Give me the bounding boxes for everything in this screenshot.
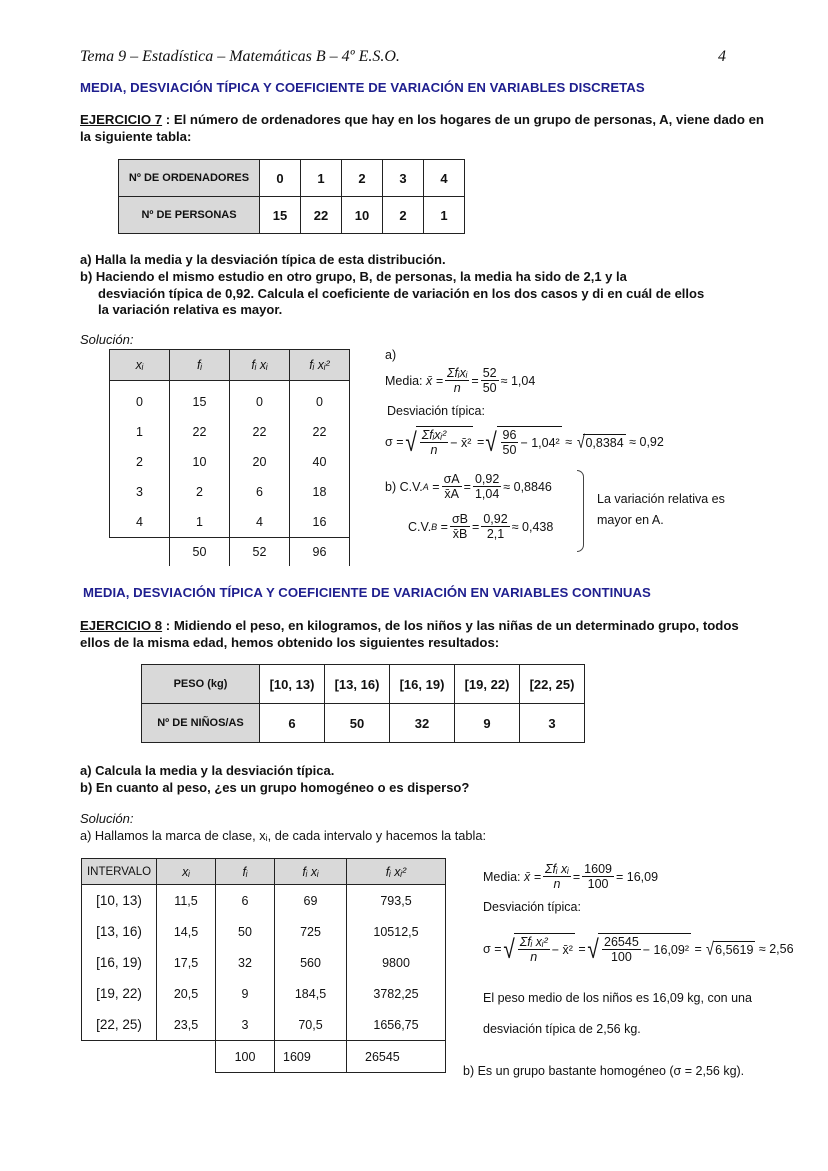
table-cell: 1609 <box>275 1041 347 1073</box>
exercise-7-text: : El número de ordenadores que hay en los hogares de un grupo de personas, A, viene dado en la siguiente tabla: <box>80 112 764 144</box>
table-cell: 9 <box>216 978 275 1009</box>
media-label: Media: <box>483 869 521 884</box>
ex7-sigma-formula <box>385 426 664 457</box>
table-cell: 3 <box>520 704 585 743</box>
fraction-denominator: x̄B <box>452 527 468 541</box>
table-cell: 22 <box>170 417 230 447</box>
minus-xbar-squared: − x̄² <box>450 435 472 450</box>
page-number: 4 <box>718 48 726 65</box>
table-cell: 22 <box>301 197 342 234</box>
table-cell: [16, 19) <box>390 665 455 704</box>
table-cell <box>82 1041 157 1073</box>
ex8-sigma-formula <box>483 933 794 964</box>
column-header: fᵢ xᵢ <box>275 859 347 885</box>
exercise-7-statement <box>80 111 770 145</box>
table-cell: 14,5 <box>157 916 216 947</box>
table-row <box>82 916 446 947</box>
ex7-conclusion-line2: mayor en A. <box>597 513 664 527</box>
cv-b-result: ≈ 0,438 <box>511 519 554 534</box>
cv-label: C.V. <box>399 479 423 494</box>
equals-sign: = <box>578 941 586 956</box>
table-cell: 23,5 <box>157 1009 216 1041</box>
exercise-8-solution-table <box>81 858 446 1073</box>
column-header: fᵢ <box>216 859 275 885</box>
table-cell: 6 <box>230 477 290 507</box>
table-totals-row <box>110 538 350 567</box>
table-cell: 2 <box>170 477 230 507</box>
exercise-8-statement <box>80 617 770 651</box>
table-cell: 10512,5 <box>347 916 446 947</box>
ex7-part-a-label: a) <box>385 348 397 362</box>
ex7-desviacion-label: Desviación típica: <box>387 404 485 418</box>
cv-subscript: B <box>431 521 438 532</box>
fraction-numerator: 0,92 <box>474 472 500 486</box>
ex8-part-b-answer: b) Es un grupo bastante homogéneo (σ = 2,56 kg). <box>463 1064 745 1078</box>
table-cell: 9800 <box>347 947 446 978</box>
ex7-cv-a-formula: b) C.V. A = $\frac{\sigma A}{x̄A}$ = $\frac{0,92}{1,04}$ ≈ 0,8846 <box>385 472 552 501</box>
section-title-continuous: MEDIA, DESVIACIÓN TÍPICA Y COEFICIENTE DE VARIACIÓN EN VARIABLES CONTINUAS <box>83 585 651 600</box>
table-cell: 40 <box>290 447 350 477</box>
fraction-numerator: σB <box>451 512 469 526</box>
table-row <box>110 417 350 447</box>
table-row-header: PESO (kg) <box>142 665 260 704</box>
table-cell: 20,5 <box>157 978 216 1009</box>
cv-label: C.V. <box>408 519 432 534</box>
equals-sign: = <box>572 869 581 884</box>
table-row <box>82 1009 446 1041</box>
table-cell: 16 <box>290 507 350 538</box>
minus-mean-squared: − 16,09² <box>642 942 689 957</box>
table-cell: 22 <box>230 417 290 447</box>
fraction-denominator: 50 <box>482 381 497 395</box>
table-cell: 1656,75 <box>347 1009 446 1041</box>
table-row <box>110 381 350 418</box>
table-cell: [13, 16) <box>82 916 157 947</box>
fraction-denominator: 100 <box>610 950 632 964</box>
square-root: √ $\frac{96}{50}$ − 1,04² <box>485 426 560 457</box>
table-cell: 50 <box>170 538 230 567</box>
table-cell: 69 <box>275 885 347 917</box>
ex8-media-formula <box>483 862 658 891</box>
exercise-8-text: : Midiendo el peso, en kilogramos, de los niños y las niñas de un determinado grupo, todos ellos de la misma edad, hemos obtenido los siguientes resultados: <box>80 618 739 650</box>
table-cell: 184,5 <box>275 978 347 1009</box>
exercise-7-solution-table <box>109 349 350 566</box>
table-cell <box>110 538 170 567</box>
table-cell: 26545 <box>347 1041 446 1073</box>
exercise-7-question-b-line3: la variación relativa es mayor. <box>98 302 283 317</box>
table-cell: 32 <box>390 704 455 743</box>
table-cell: 4 <box>230 507 290 538</box>
ex7-media-formula <box>385 366 535 395</box>
table-cell: 6 <box>216 885 275 917</box>
media-label: Media: <box>385 373 423 388</box>
table-cell: [13, 16) <box>325 665 390 704</box>
table-cell: 2 <box>342 160 383 197</box>
document-header-title: Tema 9 – Estadística – Matemáticas B – 4º E.S.O. <box>80 48 400 65</box>
fraction-denominator: n <box>530 950 538 964</box>
column-header: fᵢ xᵢ² <box>290 350 350 381</box>
fraction-numerator: σA <box>443 472 460 486</box>
ex7-conclusion-line1: La variación relativa es <box>597 492 725 506</box>
equals-sign: = <box>471 373 479 388</box>
fraction-denominator: n <box>430 443 438 457</box>
table-cell: 11,5 <box>157 885 216 917</box>
square-root: √ 6,5619 <box>706 938 754 959</box>
fraction-denominator: n <box>453 381 461 395</box>
sigma-result: ≈ 2,56 <box>758 941 794 956</box>
column-header: xᵢ <box>157 859 216 885</box>
table-row <box>110 447 350 477</box>
exercise-8-question-b: b) En cuanto al peso, ¿es un grupo homogéneo o es disperso? <box>80 780 470 795</box>
column-header: xᵢ <box>110 350 170 381</box>
variance-value: 0,8384 <box>585 435 624 450</box>
fraction-numerator: Σfᵢ xᵢ <box>545 862 569 876</box>
table-cell: 1 <box>301 160 342 197</box>
table-totals-row <box>82 1041 446 1073</box>
table-cell: 725 <box>275 916 347 947</box>
table-cell: 50 <box>216 916 275 947</box>
ex8-desviacion-label: Desviación típica: <box>483 900 581 914</box>
sigma-result: ≈ 0,92 <box>629 434 664 449</box>
right-brace <box>577 470 584 552</box>
exercise-8-data-table <box>141 664 585 743</box>
table-cell: 50 <box>325 704 390 743</box>
column-header: fᵢ xᵢ <box>230 350 290 381</box>
equals-sign: = <box>694 941 702 956</box>
table-cell: 32 <box>216 947 275 978</box>
table-cell <box>157 1041 216 1073</box>
table-cell: 100 <box>216 1041 275 1073</box>
fraction-denominator: 100 <box>587 877 609 891</box>
table-cell: 96 <box>290 538 350 567</box>
table-cell: 0 <box>230 381 290 418</box>
table-cell: 15 <box>260 197 301 234</box>
fraction-numerator: Σfᵢxᵢ² <box>421 428 447 442</box>
table-cell: 9 <box>455 704 520 743</box>
table-cell: 6 <box>260 704 325 743</box>
media-result: ≈ 1,04 <box>500 373 536 388</box>
table-cell: 3782,25 <box>347 978 446 1009</box>
exercise-7-data-table <box>118 159 465 234</box>
sigma-symbol: σ = <box>385 434 404 449</box>
equals-sign: = <box>476 434 485 449</box>
fraction-denominator: n <box>553 877 561 891</box>
table-cell: 0 <box>290 381 350 418</box>
ex8-conclusion-line2: desviación típica de 2,56 kg. <box>483 1022 641 1036</box>
fraction-denominator: 2,1 <box>486 527 505 541</box>
square-root: √ $\frac{\text{Σfᵢxᵢ²}}{n}$ − x̄² <box>404 426 472 457</box>
table-row-header: Nº DE PERSONAS <box>119 197 260 234</box>
section-title-discrete: MEDIA, DESVIACIÓN TÍPICA Y COEFICIENTE DE VARIACIÓN EN VARIABLES DISCRETAS <box>80 80 645 95</box>
table-row <box>110 507 350 538</box>
table-cell: 1 <box>110 417 170 447</box>
fraction-numerator: Σfᵢxᵢ <box>447 366 468 380</box>
table-cell: [22, 25) <box>82 1009 157 1041</box>
table-cell: 4 <box>110 507 170 538</box>
table-cell: [22, 25) <box>520 665 585 704</box>
fraction-numerator: 1609 <box>584 862 612 876</box>
table-cell: 1 <box>424 197 465 234</box>
table-row-header: Nº DE ORDENADORES <box>119 160 260 197</box>
column-header: INTERVALO <box>82 859 157 885</box>
table-cell: 0 <box>260 160 301 197</box>
table-cell: 10 <box>170 447 230 477</box>
approx-sign: ≈ <box>565 434 573 449</box>
table-cell: 2 <box>383 197 424 234</box>
table-row <box>82 885 446 917</box>
exercise-8-solution-intro: a) Hallamos la marca de clase, xᵢ, de cada intervalo y hacemos la tabla: <box>80 828 487 843</box>
sigma-symbol: σ = <box>483 941 502 956</box>
table-cell: 1 <box>170 507 230 538</box>
xbar-symbol: x̄ = <box>524 869 542 884</box>
fraction-denominator: 1,04 <box>474 487 500 501</box>
table-row <box>110 477 350 507</box>
fraction-numerator: 52 <box>482 366 497 380</box>
fraction-numerator: Σfᵢ xᵢ² <box>519 935 548 949</box>
table-cell: 70,5 <box>275 1009 347 1041</box>
table-cell: [10, 13) <box>260 665 325 704</box>
exercise-7-label: EJERCICIO 7 <box>80 112 163 127</box>
table-row <box>82 978 446 1009</box>
fraction-denominator: x̄A <box>444 487 459 501</box>
ex7-cv-b-formula: C.V. B = $\frac{\sigma B}{x̄B}$ = $\frac{0,92}{2,1}$ ≈ 0,438 <box>408 512 554 541</box>
ex8-conclusion-line1: El peso medio de los niños es 16,09 kg, con una <box>483 991 752 1005</box>
table-row-header: Nº DE NIÑOS/AS <box>142 704 260 743</box>
table-cell: 10 <box>342 197 383 234</box>
table-cell: 2 <box>110 447 170 477</box>
table-cell: 18 <box>290 477 350 507</box>
exercise-8-question-a: a) Calcula la media y la desviación típica. <box>80 763 335 778</box>
cv-a-result: ≈ 0,8846 <box>503 479 552 494</box>
table-cell: 0 <box>110 381 170 418</box>
table-cell: 560 <box>275 947 347 978</box>
minus-xbar-squared: − x̄² <box>551 942 573 957</box>
exercise-7-question-a: a) Halla la media y la desviación típica de esta distribución. <box>80 252 446 267</box>
exercise-7-question-b-line1: b) Haciendo el mismo estudio en otro grupo, B, de personas, la media ha sido de 2,1 y la <box>80 269 627 284</box>
table-cell: 3 <box>110 477 170 507</box>
media-result: = 16,09 <box>615 869 659 884</box>
square-root: √ $\frac{\text{Σfᵢ xᵢ²}}{n}$ − x̄² <box>502 933 573 964</box>
table-cell: 15 <box>170 381 230 418</box>
table-cell: 52 <box>230 538 290 567</box>
square-root: √ 0,8384 <box>576 431 624 452</box>
table-cell: 20 <box>230 447 290 477</box>
table-cell: [10, 13) <box>82 885 157 917</box>
exercise-7-question-b-line2: desviación típica de 0,92. Calcula el coeficiente de variación en los dos casos y di en cuál de ellos <box>98 286 705 301</box>
fraction-numerator: 26545 <box>604 935 639 949</box>
table-cell: 3 <box>383 160 424 197</box>
variance-value: 6,5619 <box>715 942 754 957</box>
table-cell: [16, 19) <box>82 947 157 978</box>
table-cell: 22 <box>290 417 350 447</box>
column-header: fᵢ <box>170 350 230 381</box>
square-root: √ $\frac{26545}{100}$ − 16,09² <box>587 933 689 964</box>
xbar-symbol: x̄ = <box>426 373 444 388</box>
minus-mean-squared: − 1,04² <box>520 435 560 450</box>
table-cell: [19, 22) <box>455 665 520 704</box>
table-cell: 3 <box>216 1009 275 1041</box>
fraction-denominator: 50 <box>502 443 517 457</box>
table-row <box>82 947 446 978</box>
table-cell: 4 <box>424 160 465 197</box>
exercise-8-label: EJERCICIO 8 <box>80 618 163 633</box>
column-header: fᵢ xᵢ² <box>347 859 446 885</box>
table-cell: 17,5 <box>157 947 216 978</box>
part-b-label: b) <box>385 479 397 494</box>
exercise-7-solution-label: Solución: <box>80 332 134 347</box>
table-cell: [19, 22) <box>82 978 157 1009</box>
fraction-numerator: 0,92 <box>483 512 508 526</box>
cv-subscript: A <box>422 481 429 492</box>
exercise-8-solution-label: Solución: <box>80 811 134 826</box>
fraction-numerator: 96 <box>502 428 517 442</box>
table-cell: 793,5 <box>347 885 446 917</box>
